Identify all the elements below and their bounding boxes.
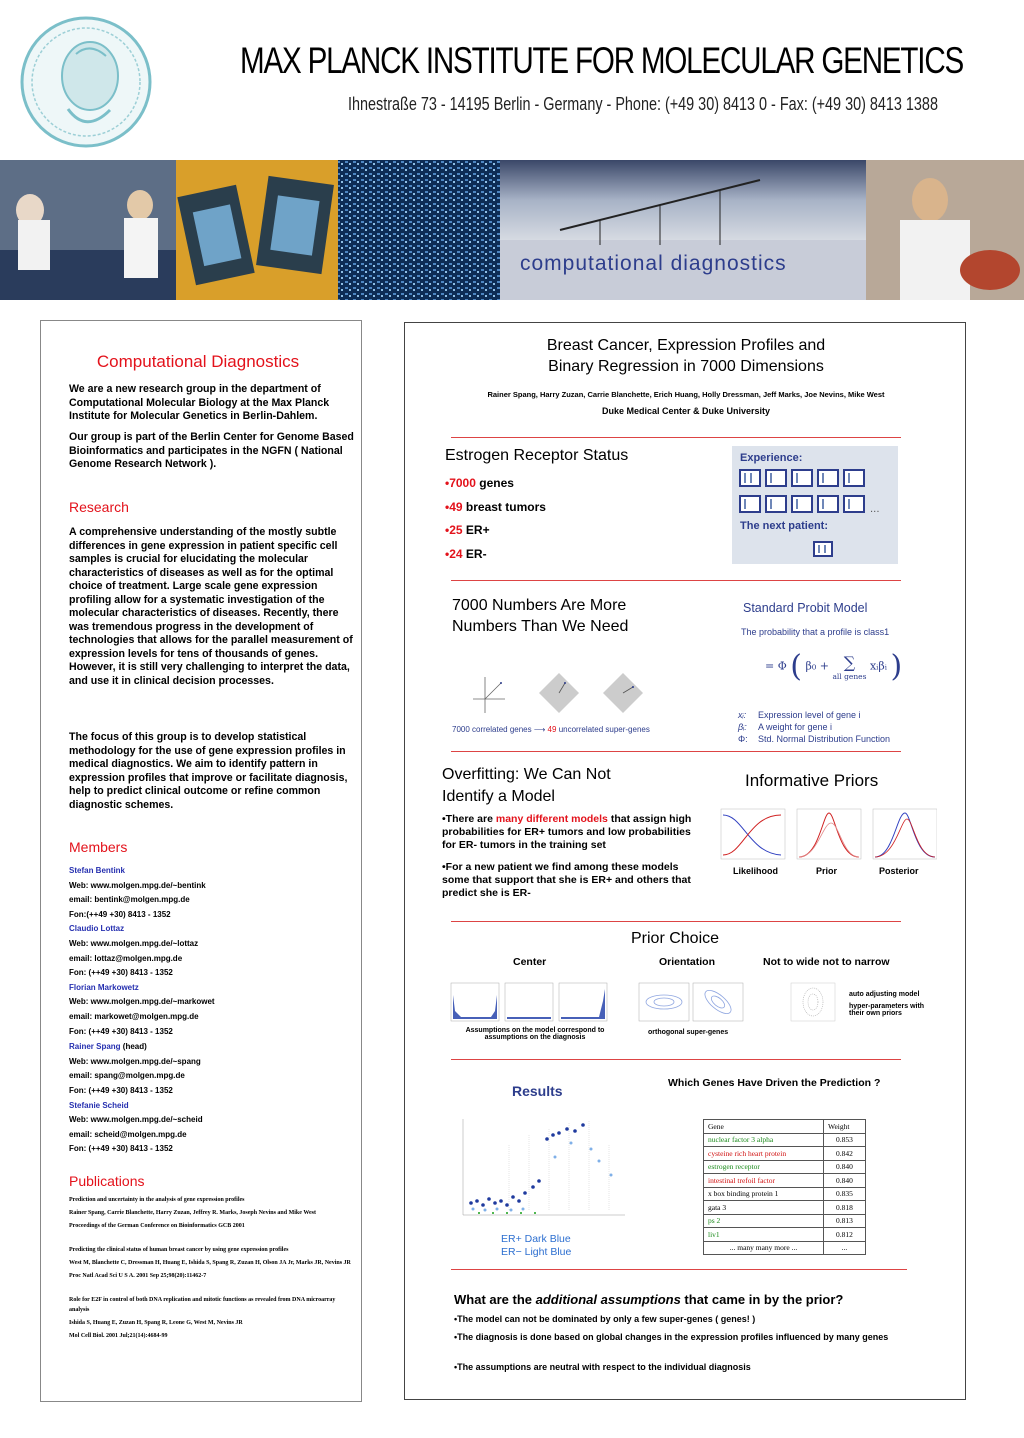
heading-emphasis: additional assumptions [535, 1292, 681, 1307]
er-count: 24 [449, 547, 463, 561]
table-row [704, 1160, 866, 1174]
member-name: Florian Markowetz [69, 982, 139, 992]
member-fon: Fon: (++49 +30) 8413 - 1352 [69, 968, 173, 978]
formula-beta: β₀ + [805, 659, 829, 673]
left-panel [40, 320, 362, 1402]
member-email: email: scheid@molgen.mpg.de [69, 1129, 187, 1139]
numbers-heading-line1: 7000 Numbers Are More [452, 597, 627, 614]
research-paragraph-1: A comprehensive understanding of the mostly subtle differences in gene expression in patient specific cell samples is crucial for elucidating the molecular characteristics of diseases as well as for the optimal choice of treatment. Large scale gene expression profiling allow for a systematic investigation of the molecular characteristics of diseases. Recently, there was tremendous progress in the development of technologies that allows for the parallel measurement of expression levels for tens of thousands of genes. However, it is still very challenging to interpret the data, and use it in clinical decision processes. [69, 526, 353, 687]
er-heading: Estrogen Receptor Status [445, 447, 629, 464]
members-heading: Members [69, 839, 128, 855]
table-row [704, 1147, 866, 1161]
member-name: Stefan Bentink [69, 866, 126, 875]
max-planck-logo [18, 14, 154, 150]
er-item: •25 ER+ [445, 523, 490, 537]
formula-sum-subscript: all genes [832, 671, 867, 681]
probit-title: Standard Probit Model [743, 601, 868, 615]
member-web: Web: www.molgen.mpg.de/~spang [69, 1056, 201, 1066]
bullet-highlight: many different models [495, 813, 608, 825]
weight-cell: 0.812 [823, 1228, 865, 1242]
formula-phi: = Φ [765, 659, 787, 673]
posterior-label: Posterior [879, 866, 919, 876]
def-text: A weight for gene i [758, 722, 833, 732]
poster-affiliation: Duke Medical Center & Duke University [601, 406, 771, 416]
heading-text: that came in by the prior? [680, 1292, 844, 1307]
intro-paragraph-1: We are a new research group in the department of Computational Molecular Biology at the Max Planck Institute for Molecular Genetics in Berlin-Dahlem. [69, 383, 330, 422]
member-name: Claudio Lottaz [69, 924, 125, 934]
center-histograms [449, 981, 611, 1023]
dimension-reduction-diagram [465, 663, 655, 719]
center-label: Center [513, 956, 547, 968]
member-web: Web: www.molgen.mpg.de/~lottaz [69, 938, 199, 948]
likelihood-label: Likelihood [733, 866, 778, 876]
poster-title [405, 335, 967, 377]
table-header: Gene [704, 1120, 824, 1134]
divider [451, 1059, 901, 1060]
numbers-caption-right: uncorrelated super-genes [558, 725, 650, 734]
member-web: Web: www.molgen.mpg.de/~markowet [69, 997, 215, 1007]
orientation-label: Orientation [659, 956, 716, 968]
divider [451, 437, 901, 438]
members-list [69, 864, 355, 1157]
results-scatter-plot [449, 1115, 629, 1223]
publications-list [69, 1195, 355, 1341]
banner-image [0, 160, 1024, 300]
width-label: Not to wide not to narrow [763, 956, 890, 968]
member-web: Web: www.molgen.mpg.de/~scheid [69, 1115, 203, 1125]
gene-cell: intestinal trefoil factor [704, 1174, 824, 1188]
weight-cell: 0.853 [823, 1133, 865, 1147]
assumptions-heading [454, 1292, 843, 1307]
table-row [704, 1228, 866, 1242]
pub-title: Predicting the clinical status of human breast cancer by using gene expression profiles [69, 1247, 289, 1253]
overfitting-heading-line2: Identify a Model [442, 788, 555, 805]
overfitting-bullet-1 [442, 813, 700, 852]
heading-text: What are the [454, 1292, 536, 1307]
publications-heading: Publications [69, 1173, 145, 1189]
formula-sum: ∑ [843, 652, 856, 672]
gene-cell: cysteine rich heart protein [704, 1147, 824, 1161]
probit-description: The probability that a profile is class1 [741, 627, 890, 637]
bullet-text: •There are [442, 813, 496, 825]
member-web: Web: www.molgen.mpg.de/~bentink [69, 880, 206, 890]
gene-cell: estrogen receptor [704, 1160, 824, 1174]
table-row [704, 1214, 866, 1228]
poster-authors: Rainer Spang, Harry Zuzan, Carrie Blanchette, Erich Huang, Holly Dressman, Jeff Marks, Joe Nevins, Mike West [487, 390, 885, 399]
assumption-bullet-2: •The diagnosis is done based on global changes in the expression profiles influenced by many genes [454, 1332, 889, 1342]
numbers-caption-count: 49 [547, 725, 557, 734]
member-fon: Fon: (++49 +30) 8413 - 1352 [69, 1085, 173, 1095]
poster-title-line2: Binary Regression in 7000 Dimensions [548, 358, 824, 375]
divider [451, 580, 901, 581]
weight-cell: 0.840 [823, 1174, 865, 1188]
er-label: ER- [462, 547, 487, 561]
table-header: Weight [823, 1120, 865, 1134]
member-email: email: bentink@molgen.mpg.de [69, 895, 190, 905]
assumption-bullet-1: •The model can not be dominated by only a few super-genes ( genes! ) [454, 1314, 756, 1324]
member-fon: Fon: (++49 +30) 8413 - 1352 [69, 1026, 173, 1036]
research-heading: Research [69, 499, 129, 515]
weight-cell: 0.835 [823, 1187, 865, 1201]
weight-cell: 0.818 [823, 1201, 865, 1215]
gene-cell: x box binding protein 1 [704, 1187, 824, 1201]
er-label: genes [475, 476, 514, 490]
gene-cell: ps 2 [704, 1214, 824, 1228]
pub-title: Prediction and uncertainty in the analysis of gene expression profiles [69, 1197, 245, 1203]
pub-source: Proc Natl Acad Sci U S A. 2001 Sep 25;98(20):11462-7 [69, 1273, 207, 1279]
weight-cell: 0.813 [823, 1214, 865, 1228]
legend-er-negative: ER− Light Blue [501, 1246, 572, 1258]
prior-choice-heading: Prior Choice [631, 930, 720, 947]
def-text: Std. Normal Distribution Function [758, 734, 891, 744]
divider [451, 751, 901, 752]
hyper-param-caption: hyper-parameters with their own priors [849, 1003, 925, 1017]
table-row [704, 1133, 866, 1147]
gene-cell: ... many many more ... [704, 1241, 824, 1255]
results-legend [501, 1233, 571, 1259]
probit-formula: = Φ ( β₀ + ∑ all genes xᵢβᵢ ) [765, 649, 903, 684]
numbers-heading-line2: Numbers Than We Need [452, 618, 629, 635]
poster-title-line1: Breast Cancer, Expression Profiles and [546, 337, 826, 354]
which-genes-heading: Which Genes Have Driven the Prediction ? [668, 1077, 881, 1089]
left-title: Computational Diagnostics [96, 352, 300, 371]
width-diagram [789, 981, 837, 1023]
svg-text:...: ... [870, 504, 880, 515]
institute-title: MAX PLANCK INSTITUTE FOR MOLECULAR GENETICS [240, 40, 964, 81]
member-fon: Fon:(++49 +30) 8413 - 1352 [69, 909, 171, 919]
weight-cell: 0.840 [823, 1160, 865, 1174]
probit-definitions [738, 709, 890, 745]
research-paragraph-2: The focus of this group is to develop statistical methodology for the use of gene expression profiles in medical diagnostics. We aim to identify pattern in expression profiles that improve or facilitate diagnosis, help to predict clinical outcome or refine common diagnostic schemes. [69, 731, 348, 811]
table-row [704, 1187, 866, 1201]
er-item: •24 ER- [445, 547, 487, 561]
pub-source: Mol Cell Biol. 2001 Jul;21(14):4684-99 [69, 1333, 168, 1339]
numbers-caption: 7000 correlated genes ⟶ 49 uncorrelated super-genes [452, 725, 650, 734]
er-count: 49 [449, 500, 463, 514]
er-count: 25 [449, 523, 463, 537]
member-fon: Fon: (++49 +30) 8413 - 1352 [69, 1144, 173, 1154]
banner-caption: computational diagnostics [520, 252, 787, 275]
institute-address: Ihnestraße 73 - 14195 Berlin - Germany - Phone: (+49 30) 8413 0 - Fax: (+49 30) 8413 1388 [348, 94, 938, 114]
table-header-row [704, 1120, 866, 1134]
er-item: •7000 genes [445, 476, 514, 490]
table-row [704, 1201, 866, 1215]
overfitting-heading-line1: Overfitting: We Can Not [442, 766, 611, 783]
prior-label: Prior [816, 866, 838, 876]
center-caption: Assumptions on the model correspond to assumptions on the diagnosis [465, 1027, 605, 1041]
pub-title: Role for E2F in control of both DNA replication and mitotic functions as revealed from DNA microarray analysis [69, 1297, 336, 1313]
orientation-caption: orthogonal super-genes [648, 1029, 729, 1036]
auto-adjust-caption: auto adjusting model [849, 991, 920, 998]
experience-box [732, 446, 898, 564]
er-item: •49 breast tumors [445, 500, 546, 514]
right-panel [404, 322, 966, 1400]
member-role: (head) [120, 1042, 147, 1052]
def-symbol: βᵢ: [738, 722, 747, 732]
pub-authors: West M, Blanchette C, Dressman H, Huang E, Ishida S, Spang R, Zuzan H, Olson JA Jr, Marks JR, Nevins JR [69, 1260, 351, 1266]
next-patient-label: The next patient: [740, 520, 829, 532]
member-email: email: spang@molgen.mpg.de [69, 1071, 185, 1081]
pub-authors: Rainer Spang, Carrie Blanchette, Harry Zuzan, Jeffrey R. Marks, Joseph Nevins and Mike West [69, 1210, 316, 1216]
numbers-heading [452, 595, 628, 637]
divider [451, 921, 901, 922]
divider [451, 1269, 907, 1270]
table-row [704, 1241, 866, 1255]
weight-cell: ... [823, 1241, 865, 1255]
member-email: email: lottaz@molgen.mpg.de [69, 953, 183, 963]
er-label: breast tumors [462, 500, 546, 514]
overfitting-heading [442, 764, 611, 808]
pub-source: Proceedings of the German Conference on Bioinformatics GCB 2001 [69, 1223, 245, 1229]
er-count: 7000 [449, 476, 476, 490]
legend-er-positive: ER+ Dark Blue [501, 1233, 571, 1245]
member-name: Stefanie Scheid [69, 1100, 129, 1110]
overfitting-bullet-2: •For a new patient we find among these models some that support that she is ER+ and others that predict she is ER- [442, 861, 691, 899]
pub-authors: Ishida S, Huang E, Zuzan H, Spang R, Leone G, West M, Nevins JR [69, 1320, 243, 1326]
bullet-text: that assign high probabilities for ER+ tumors and low probabilities for ER- tumors in the training set [442, 813, 692, 851]
table-row [704, 1174, 866, 1188]
er-label: ER+ [462, 523, 490, 537]
orientation-diagram [637, 981, 747, 1023]
def-text: Expression level of gene i [758, 710, 861, 720]
def-symbol: Φ: [738, 734, 748, 744]
prior-curves-diagram [719, 807, 937, 861]
gene-weight-table [703, 1119, 866, 1255]
def-symbol: xᵢ: [738, 710, 747, 720]
results-heading: Results [512, 1083, 563, 1099]
priors-heading: Informative Priors [745, 771, 879, 790]
intro-paragraph-2: Our group is part of the Berlin Center for Genome Based Bioinformatics and participates in the NGFN ( National Genome Research Network ). [69, 431, 354, 470]
gene-cell: nuclear factor 3 alpha [704, 1133, 824, 1147]
experience-label: Experience: [740, 452, 803, 464]
sample-grid-icon [738, 466, 894, 566]
assumption-bullet-3: •The assumptions are neutral with respect to the individual diagnosis [454, 1362, 751, 1372]
gene-cell: gata 3 [704, 1201, 824, 1215]
member-name: Rainer Spang [69, 1042, 121, 1052]
weight-cell: 0.842 [823, 1147, 865, 1161]
member-email: email: markowet@molgen.mpg.de [69, 1011, 199, 1021]
numbers-caption-left: 7000 correlated genes [452, 725, 532, 734]
formula-term: xᵢβᵢ [869, 659, 887, 673]
gene-cell: liv1 [704, 1228, 824, 1242]
